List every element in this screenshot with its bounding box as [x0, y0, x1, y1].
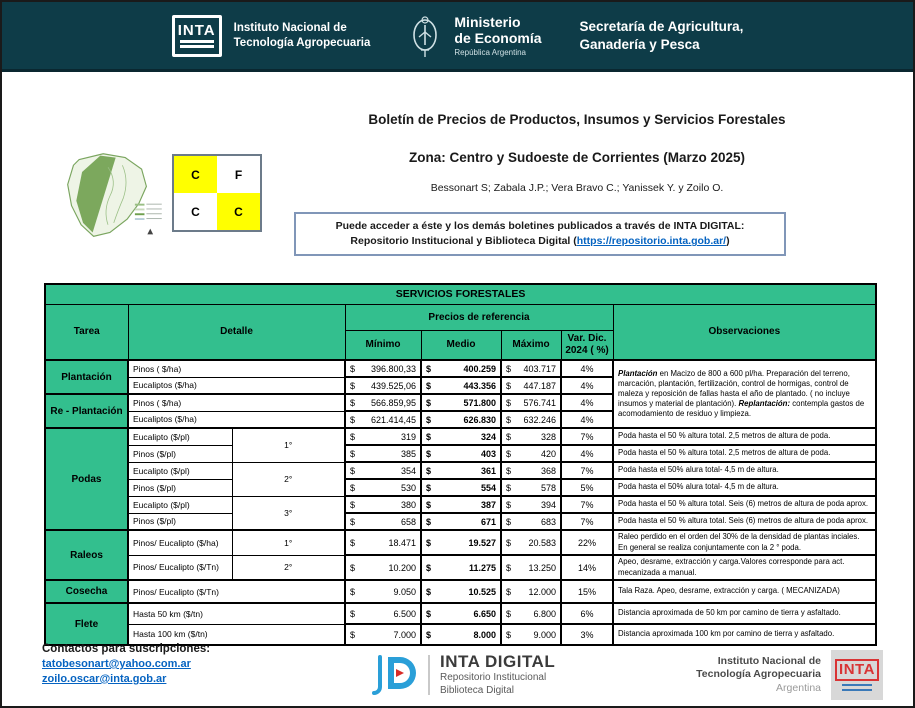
title-block [267, 112, 887, 194]
cell-detalle: Pinos/ Eucalipto ($/ha) [128, 530, 232, 555]
cell-var: 3% [561, 624, 613, 645]
inta-footer-logo-icon: INTA [831, 650, 883, 700]
cell-detalle: Pinos ( $/ha) [128, 394, 345, 411]
cell-obs: Poda hasta el 50% alura total- 4,5 m de altura. [613, 462, 876, 479]
task-replantacion: Re - Plantación [45, 394, 128, 428]
cell-med: $ 671 [421, 513, 501, 530]
cell-max: $ 6.800 [501, 603, 561, 624]
cell-grade: 2° [232, 462, 345, 496]
cell-obs: Tala Raza. Apeo, desrame, extracción y carga. ( MECANIZADA) [613, 580, 876, 603]
cell-var: 4% [561, 360, 613, 377]
inta-logo-bar [180, 40, 214, 43]
inta-name: Instituto Nacional de Tecnología Agropecuaria [233, 22, 371, 49]
cell-detalle: Pinos/ Eucalipto ($/Tn) [128, 555, 232, 580]
email-link[interactable]: tatobesonart@yahoo.com.ar [42, 658, 191, 670]
inta-brand [172, 15, 371, 57]
ministry-name: Ministerio de Economía República Argentina [454, 13, 542, 58]
cell-max: $ 9.000 [501, 624, 561, 645]
cell-var: 14% [561, 555, 613, 580]
cell-min: $ 658 [345, 513, 421, 530]
cell-detalle: Hasta 50 km ($/tn) [128, 603, 345, 624]
cell-min: $ 6.500 [345, 603, 421, 624]
cell-max: $ 447.187 [501, 377, 561, 394]
cell-detalle: Pinos/ Eucalipto ($/Tn) [128, 580, 345, 603]
cell-detalle: Eucalipto ($/pl) [128, 462, 232, 479]
ministry-brand [408, 13, 541, 59]
legend-cell: C [174, 193, 217, 230]
cell-max: $ 632.246 [501, 411, 561, 428]
col-header-var: Var. Dic. 2024 ( %) [561, 330, 613, 360]
col-header-medio: Medio [421, 330, 501, 360]
task-flete: Flete [45, 603, 128, 645]
col-header-minimo: Mínimo [345, 330, 421, 360]
cell-min: $ 7.000 [345, 624, 421, 645]
cell-var: 4% [561, 377, 613, 394]
contacts-block [42, 643, 210, 687]
cell-grade: 2° [232, 555, 345, 580]
repository-link[interactable]: https://repositorio.inta.gob.ar/ [576, 235, 727, 248]
task-podas: Podas [45, 428, 128, 530]
cell-min: $ 319 [345, 428, 421, 445]
cell-med: $ 403 [421, 445, 501, 462]
cell-var: 7% [561, 496, 613, 513]
cell-max: $ 394 [501, 496, 561, 513]
cell-max: $ 13.250 [501, 555, 561, 580]
contacts-title: Contactos para suscripciones: [42, 643, 211, 655]
zone-subtitle: Zona: Centro y Sudoeste de Corrientes (Marzo 2025) [408, 150, 746, 165]
cell-med: $ 8.000 [421, 624, 501, 645]
cell-obs: Poda hasta el 50% alura total- 4,5 m de altura. [613, 479, 876, 496]
services-table [44, 283, 875, 646]
cell-var: 7% [561, 428, 613, 445]
cell-max: $ 20.583 [501, 530, 561, 555]
cell-detalle: Eucalipto ($/pl) [128, 496, 232, 513]
cell-max: $ 576.741 [501, 394, 561, 411]
table-title: SERVICIOS FORESTALES [45, 284, 876, 304]
cell-obs: Apeo, desrame, extracción y carga.Valores corresponde para act. mecanizada a manual. [613, 555, 876, 580]
cell-med: $ 387 [421, 496, 501, 513]
cell-min: $ 354 [345, 462, 421, 479]
cell-min: $ 439.525,06 [345, 377, 421, 394]
email-link[interactable]: zoilo.oscar@inta.gob.ar [42, 672, 167, 685]
cell-detalle: Eucaliptos ($/ha) [128, 377, 345, 394]
institutional-header-bar [2, 2, 913, 72]
authors-line: Bessonart S; Zabala J.P.; Vera Bravo C.; Yanissek Y. y Zoilo O. [430, 182, 724, 194]
cell-var: 7% [561, 513, 613, 530]
cell-obs-plantacion: Plantación en Macizo de 800 a 600 pl/ha. Preparación del terreno, marcación, plantación, fertilización, control de hormigas, control de maleza y reposición de fallas hasta el año de plantado. ( no incluye insumos y material de plantación). Replantación: contempla gastos de acomodamiento de residuo y limpieza. [613, 360, 876, 428]
cell-detalle: Pinos ($/pl) [128, 445, 232, 462]
cell-med: $ 443.356 [421, 377, 501, 394]
cell-max: $ 403.717 [501, 360, 561, 377]
cell-min: $ 530 [345, 479, 421, 496]
cell-var: 15% [561, 580, 613, 603]
inta-digital-block [372, 652, 555, 697]
inta-logo-icon [172, 15, 222, 57]
cell-var: 4% [561, 411, 613, 428]
zone-legend-grid [172, 154, 262, 232]
inta-digital-text: INTA DIGITAL Repositorio Institucional Biblioteca Digital [440, 652, 556, 696]
cell-var: 6% [561, 603, 613, 624]
inta-logo-bar [180, 45, 214, 48]
cell-grade: 1° [232, 530, 345, 555]
cell-med: $ 554 [421, 479, 501, 496]
cell-detalle: Pinos ($/pl) [128, 513, 232, 530]
page-title: Boletín de Precios de Productos, Insumos y Servicios Forestales [368, 112, 786, 127]
inta-digital-logo-icon [372, 653, 418, 697]
col-header-maximo: Máximo [501, 330, 561, 360]
repository-notice-box: Puede acceder a éste y los demás boletines publicados a través de INTA DIGITAL: Repositorio Institucional y Biblioteca Digital (https://repositorio.inta.gob.ar/) [294, 212, 786, 256]
cell-obs: Poda hasta el 50 % altura total. Seis (6) metros de altura de poda aprox. [613, 496, 876, 513]
cell-detalle: Eucaliptos ($/ha) [128, 411, 345, 428]
cell-med: $ 571.800 [421, 394, 501, 411]
cell-obs: Raleo perdido en el orden del 30% de la densidad de plantas inciales. En general se realiza conjuntamente con la 2 ° poda. [613, 530, 876, 555]
north-arrow-icon [147, 229, 153, 235]
secretary-name: Secretaría de Agricultura, Ganadería y Pesca [579, 18, 744, 52]
divider [428, 655, 430, 695]
cell-detalle: Hasta 100 km ($/tn) [128, 624, 345, 645]
cell-max: $ 12.000 [501, 580, 561, 603]
task-raleos: Raleos [45, 530, 128, 580]
task-plantacion: Plantación [45, 360, 128, 394]
cell-max: $ 420 [501, 445, 561, 462]
cell-detalle: Pinos ( $/ha) [128, 360, 345, 377]
cell-min: $ 10.200 [345, 555, 421, 580]
cell-min: $ 396.800,33 [345, 360, 421, 377]
cell-obs: Poda hasta el 50 % altura total. 2,5 metros de altura de poda. [613, 445, 876, 462]
legend-cell: C [217, 193, 260, 230]
cell-max: $ 328 [501, 428, 561, 445]
argentina-coat-of-arms-icon [408, 13, 442, 59]
col-header-detalle: Detalle [128, 304, 345, 360]
cell-var: 4% [561, 394, 613, 411]
cell-grade: 1° [232, 428, 345, 462]
inta-footer-brand [696, 650, 883, 700]
cell-grade: 3° [232, 496, 345, 530]
legend-cell: C [174, 156, 217, 193]
cell-med: $ 324 [421, 428, 501, 445]
cell-obs: Poda hasta el 50 % altura total. Seis (6) metros de altura de poda aprox. [613, 513, 876, 530]
cell-obs: Distancia aproximada 100 km por camino de tierra y asfaltado. [613, 624, 876, 645]
inta-footer-name: Instituto Nacional de Tecnología Agropecuaria Argentina [696, 654, 821, 694]
cell-min: $ 9.050 [345, 580, 421, 603]
cell-detalle: Eucalipto ($/pl) [128, 428, 232, 445]
cell-min: $ 385 [345, 445, 421, 462]
cell-obs: Distancia aproximada de 50 km por camino de tierra y asfaltado. [613, 603, 876, 624]
notice-text: Puede acceder a éste y los demás boletines publicados a través de INTA DIGITAL: Repositorio Institucional y Biblioteca Digital ( [335, 220, 745, 248]
cell-max: $ 368 [501, 462, 561, 479]
task-cosecha: Cosecha [45, 580, 128, 603]
legend-cell: F [217, 156, 260, 193]
cell-med: $ 361 [421, 462, 501, 479]
cell-var: 5% [561, 479, 613, 496]
map-legend [135, 204, 162, 220]
cell-var: 7% [561, 462, 613, 479]
cell-min: $ 621.414,45 [345, 411, 421, 428]
col-header-tarea: Tarea [45, 304, 128, 360]
cell-var: 22% [561, 530, 613, 555]
cell-min: $ 566.859,95 [345, 394, 421, 411]
cell-max: $ 578 [501, 479, 561, 496]
cell-med: $ 6.650 [421, 603, 501, 624]
cell-obs: Poda hasta el 50 % altura total. 2,5 metros de altura de poda. [613, 428, 876, 445]
corrientes-map [48, 148, 168, 244]
cell-med: $ 11.275 [421, 555, 501, 580]
cell-med: $ 19.527 [421, 530, 501, 555]
cell-max: $ 683 [501, 513, 561, 530]
cell-med: $ 10.525 [421, 580, 501, 603]
col-header-precios: Precios de referencia [345, 304, 613, 330]
cell-var: 4% [561, 445, 613, 462]
cell-med: $ 626.830 [421, 411, 501, 428]
cell-detalle: Pinos ($/pl) [128, 479, 232, 496]
cell-med: $ 400.259 [421, 360, 501, 377]
cell-min: $ 380 [345, 496, 421, 513]
inta-logo-word: INTA [177, 22, 216, 39]
col-header-observaciones: Observaciones [613, 304, 876, 360]
cell-min: $ 18.471 [345, 530, 421, 555]
